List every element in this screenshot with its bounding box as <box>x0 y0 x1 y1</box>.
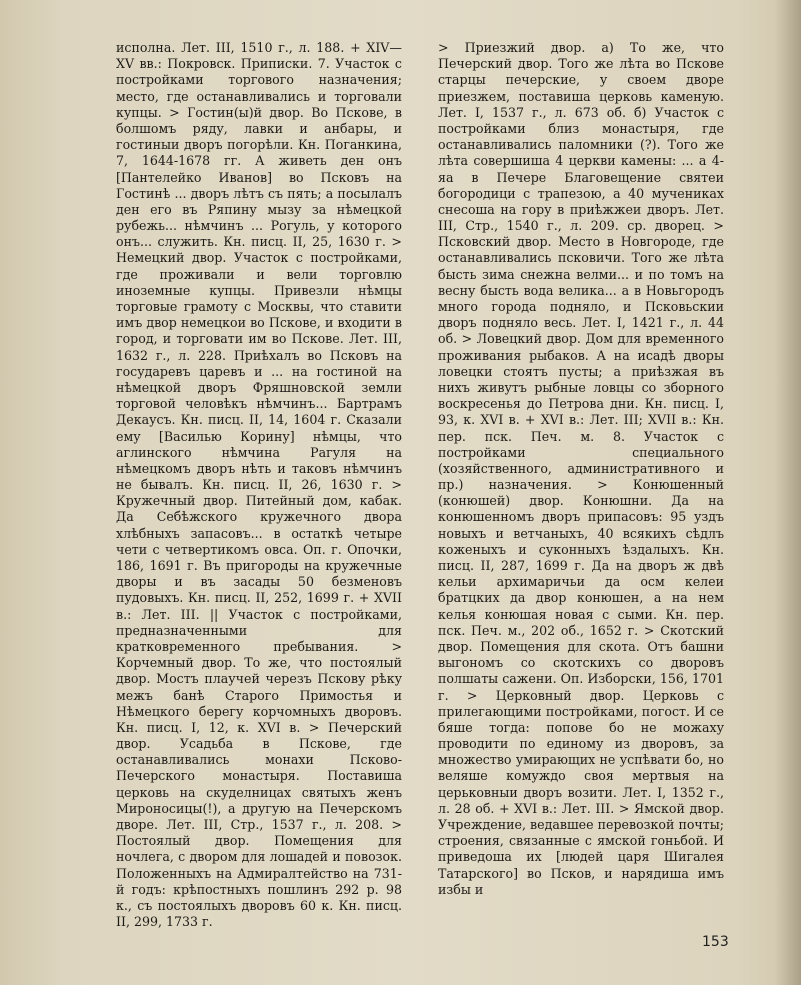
right-column <box>438 40 724 898</box>
left-column <box>116 40 402 930</box>
page-edge-shadow <box>775 0 801 985</box>
right-column-text: > Приезжий двор. а) То же, что Печерский двор. Того же лѣта во Пскове старцы печерские, у своем дворе приезжем, поставиша церковь каменую. Лет. I, 1537 г., л. 673 об. б) Участок с постройками близ монастыря, где останавливались паломники (?). Того же лѣта совершиша 4 церкви камены: ... а 4-яа в Печере Благовещение святеи богородици с трапезою, а 40 мучениках снесоша на гору в приѣжжеи дворъ. Лет. III, Стр., 1540 г., л. 209. ср. дворец. > Псковский двор. Место в Новгороде, где останавливались псковичи. Того же лѣта бысть зима снежна велми... и по томъ на весну бысть вода велика... а в Новьгородъ много города подняло, и Псковьскии дворъ подняло весь. Лет. I, 1421 г., л. 44 об. > Ловецкий двор. Дом для временного проживания рыбаков. А на исадѣ дворы ловецки стоятъ пусты; а приѣзжая въ нихъ живутъ рыбные ловцы со зборного воскресенья до Петрова дни. Кн. писц. I, 93, к. XVI в. + XVI в.: Лет. III; XVII в.: Кн. пер. пск. Печ. м. 8. Участок с постройками специального (хозяйственного, административного и пр.) назначения. > Конюшенный (конюшей) двор. Конюшни. Да на конюшенномъ дворъ припасовъ: 95 уздъ новыхъ и ветчаныхъ, 40 всякихъ сѣдлъ коженыхъ и суконныхъ ѣздалыхъ. Кн. писц. II, 287, 1699 г. Да на дворъ ж двѣ кельи архимаричьи да осм келеи братцких да двор конюшен, а на нем келья конюшая новая с сыми. Кн. пер. пск. Печ. м., 202 об., 1652 г. > Скотский двор. Помещения для скота. Отъ башни выгономъ со скотскихъ со дворовъ полшаты сажени. Оп. Изборски, 156, 1701 г. > Церковный двор. Церковь с прилегающими постройками, погост. И се бяше тогда: попове бо не можаху проводити по единому из дворовъ, за множество умирающих не успѣвати бо, но веляше комуждо своя мертвыя на церьковныи дворъ возити. Лет. I, 1352 г., л. 28 об. + XVI в.: Лет. III. > Ямской двор. Учреждение, ведавшее перевозкой почты; строения, связанные с ямской гоньбой. И приведоша их [людей царя Шигалея Татарского] во Псков, и нарядиша имъ избы и <box>438 40 724 897</box>
left-column-text: исполна. Лет. III, 1510 г., л. 188. + XIV—XV вв.: Покровск. Приписки. 7. Участок с постройками торгового назначения; место, где останавливались и торговали купцы. > Гостин(ы)й двор. Во Пскове, в болшомъ ряду, лавки и анбары, и гостиныи дворъ погорѣли. Кн. Поганкина, 7, 1644-1678 гг. А живеть ден онъ [Пантелейко Иванов] во Псковъ на Гостинѣ ... дворъ лѣтъ съ пять; а посылалъ ден его въ Ряпину мызу за нѣмецкой рубежь... нѣмчинъ ... Рогуль, у которого онъ... служить. Кн. писц. II, 25, 1630 г. > Немецкий двор. Участок с постройками, где проживали и вели торговлю иноземные купцы. Привезли нѣмцы торговые грамоту с Москвы, что ставити имъ двор немецкои во Пскове, и входити в город, и торговати им во Пскове. Лет. III, 1632 г., л. 228. Приѣхалъ во Псковъ на государевъ царевъ и ... на гостиной на нѣмецкой дворъ Фряшновской земли торговой человѣкъ нѣмчинъ... Бартрамъ Декаусъ. Кн. писц. II, 14, 1604 г. Сказали ему [Василью Корину] нѣмцы, что аглинского нѣмчина Рагуля на нѣмецкомъ дворъ нѣть и таковъ нѣмчинъ не бывалъ. Кн. писц. II, 26, 1630 г. > Кружечный двор. Питейный дом, кабак. Да Себѣжского кружечного двора хлѣбныхъ запасовъ... в остаткѣ четыре чети с четвертикомъ овса. Оп. г. Опочки, 186, 1691 г. Въ пригороды на кружечные дворы и въ засады 50 безменовъ пудовыхъ. Кн. писц. II, 252, 1699 г. + XVII в.: Лет. III. || Участок с постройками, предназначенными для кратковременного пребывания. > Корчемный двор. То же, что постоялый двор. Мостъ плаучей черезъ Пскову рѣку межъ банѣ Старого Примостья и Нѣмецкого берегу корчомныхъ дворовъ. Кн. писц. I, 12, к. XVI в. > Печерский двор. Усадьба в Пскове, где останавливались монахи Псково-Печерского монастыря. Поставиша церковь на скуделницах святыхъ женъ Мироносицы(!), а другую на Печерскомъ дворе. Лет. III, Стр., 1537 г., л. 208. > Постоялый двор. Помещения для ночлега, с двором для лошадей и повозок. Положенныхъ на Адмиралтейство на 731-й годъ: крѣпостныхъ пошлинъ 292 р. 98 к., съ постоялыхъ дворовъ 60 к. Кн. писц. II, 299, 1733 г. <box>116 40 402 930</box>
page-number: 153 <box>702 934 729 950</box>
